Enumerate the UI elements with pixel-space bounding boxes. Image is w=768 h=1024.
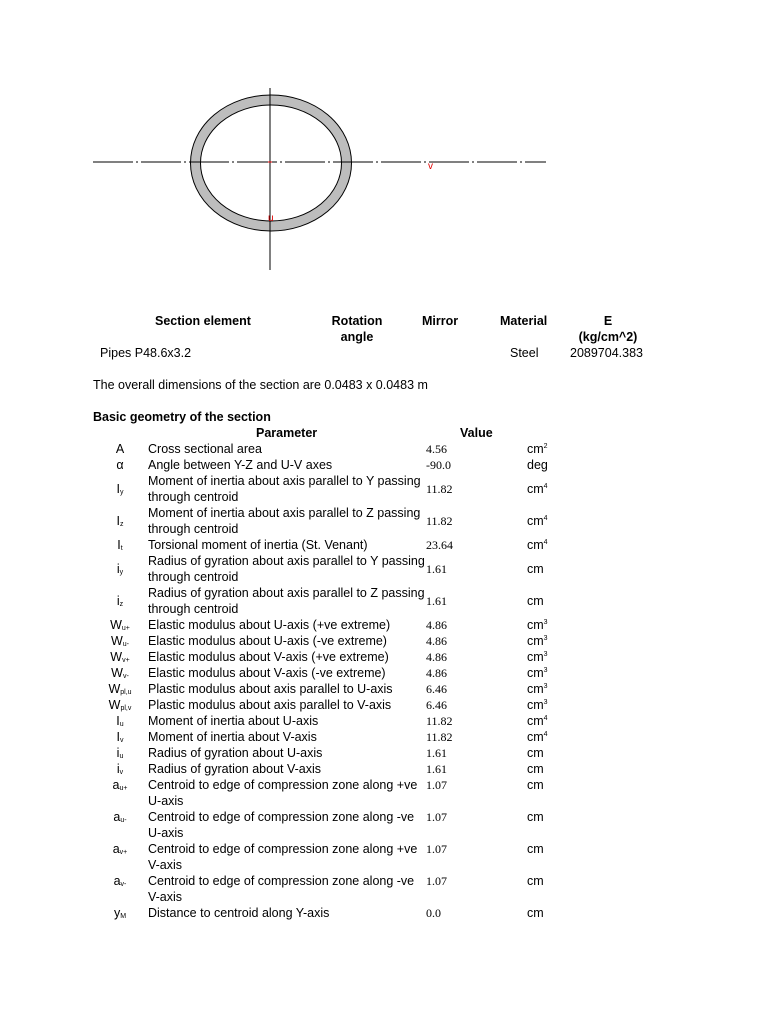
parameter-value: 1.61 <box>426 594 447 608</box>
parameter-symbol <box>96 561 144 577</box>
symbol-subscript: t <box>120 545 123 552</box>
parameter-symbol <box>96 617 144 633</box>
parameter-unit <box>527 633 548 649</box>
unit-base: cm <box>527 762 544 776</box>
parameter-description: Plastic modulus about axis parallel to V-axis <box>148 698 392 712</box>
parameter-value: 4.86 <box>426 666 447 680</box>
parameter-value: 4.86 <box>426 618 447 632</box>
parameter-value: 1.61 <box>426 746 447 760</box>
unit-superscript: 3 <box>543 667 548 674</box>
parameter-description: Moment of inertia about axis parallel to Y passing through centroid <box>148 474 421 504</box>
parameter-unit <box>527 777 544 793</box>
symbol-base: y <box>113 906 121 920</box>
parameter-symbol <box>96 537 144 553</box>
parameter-value: 11.82 <box>426 482 453 496</box>
unit-superscript: 4 <box>543 483 548 490</box>
parameter-unit <box>527 729 548 745</box>
unit-base: cm <box>527 482 544 496</box>
unit-base: cm <box>527 810 544 824</box>
parameter-value: 1.07 <box>426 842 447 856</box>
parameter-value: 11.82 <box>426 714 453 728</box>
parameter-symbol <box>96 697 144 713</box>
symbol-base: a <box>112 778 120 792</box>
parameter-value: 6.46 <box>426 682 447 696</box>
symbol-base: a <box>112 842 120 856</box>
symbol-subscript: u- <box>122 641 130 648</box>
symbol-base: W <box>108 698 121 712</box>
symbol-base: I <box>117 538 121 552</box>
parameter-symbol <box>96 649 144 665</box>
parameter-symbol <box>96 633 144 649</box>
col-value: Value <box>460 426 493 440</box>
unit-base: cm <box>527 906 544 920</box>
parameter-description: Torsional moment of inertia (St. Venant) <box>148 538 368 552</box>
parameter-description: Radius of gyration about axis parallel to Y passing through centroid <box>148 554 425 584</box>
symbol-subscript: v <box>119 737 124 744</box>
symbol-subscript: z <box>119 601 124 608</box>
unit-superscript: 3 <box>543 651 548 658</box>
parameter-unit <box>527 841 544 857</box>
parameter-value: 4.56 <box>426 442 447 456</box>
symbol-base: I <box>116 514 120 528</box>
symbol-subscript: v- <box>120 881 127 888</box>
parameter-value: 6.46 <box>426 698 447 712</box>
parameter-description: Cross sectional area <box>148 442 262 456</box>
parameter-symbol <box>96 761 144 777</box>
parameter-symbol <box>96 457 144 473</box>
parameter-unit <box>527 457 548 473</box>
parameter-symbol <box>96 441 144 457</box>
parameter-description: Plastic modulus about axis parallel to U-axis <box>148 682 393 696</box>
unit-base: cm <box>527 666 544 680</box>
parameter-value: 11.82 <box>426 730 453 744</box>
parameter-description: Radius of gyration about U-axis <box>148 746 323 760</box>
unit-superscript: 4 <box>543 731 548 738</box>
symbol-subscript: v <box>119 769 124 776</box>
unit-superscript: 4 <box>543 515 548 522</box>
symbol-subscript: z <box>119 521 124 528</box>
symbol-subscript: M <box>120 913 127 920</box>
symbol-base: W <box>108 682 121 696</box>
symbol-subscript: v- <box>122 673 129 680</box>
unit-base: cm <box>527 634 544 648</box>
parameter-symbol <box>96 713 144 729</box>
unit-base: cm <box>527 842 544 856</box>
symbol-base: i <box>116 562 120 576</box>
parameter-description: Radius of gyration about V-axis <box>148 762 322 776</box>
parameter-symbol <box>96 809 144 825</box>
u-axis-label: u <box>268 213 274 224</box>
parameter-value: 1.61 <box>426 562 447 576</box>
symbol-base: I <box>116 730 120 744</box>
unit-base: cm <box>527 714 544 728</box>
unit-base: cm <box>527 746 544 760</box>
unit-base: cm <box>527 650 544 664</box>
symbol-base: i <box>116 762 120 776</box>
parameter-symbol <box>96 513 144 529</box>
parameter-description: Elastic modulus about V-axis (-ve extreme) <box>148 666 386 680</box>
symbol-base: A <box>115 442 125 456</box>
unit-superscript: 3 <box>543 683 548 690</box>
symbol-subscript: v+ <box>122 657 130 664</box>
unit-superscript: 3 <box>543 699 548 706</box>
symbol-subscript: u+ <box>119 785 128 792</box>
parameter-description: Elastic modulus about U-axis (-ve extreme) <box>148 634 387 648</box>
parameter-description: Distance to centroid along Y-axis <box>148 906 330 920</box>
parameter-value: -90.0 <box>426 458 451 472</box>
parameter-description: Radius of gyration about axis parallel to Z passing through centroid <box>148 586 425 616</box>
header-material: Material <box>500 314 548 328</box>
header-mirror: Mirror <box>422 314 459 328</box>
parameter-unit <box>527 665 548 681</box>
header-rotation: Rotation <box>331 314 383 328</box>
symbol-subscript: u+ <box>121 625 130 632</box>
parameter-value: 23.64 <box>426 538 453 552</box>
parameter-description: Centroid to edge of compression zone along +ve V-axis <box>148 842 418 872</box>
unit-superscript: 4 <box>543 715 548 722</box>
parameter-description: Angle between Y-Z and U-V axes <box>148 458 333 472</box>
parameter-description: Centroid to edge of compression zone along -ve V-axis <box>148 874 415 904</box>
parameter-description: Moment of inertia about U-axis <box>148 714 319 728</box>
header-angle: angle <box>340 330 374 344</box>
parameter-description: Moment of inertia about axis parallel to Z passing through centroid <box>148 506 421 536</box>
header-e: E <box>603 314 613 328</box>
parameter-unit <box>527 745 544 761</box>
parameter-description: Elastic modulus about U-axis (+ve extreme) <box>148 618 391 632</box>
symbol-subscript: u <box>119 753 124 760</box>
symbol-base: i <box>116 746 120 760</box>
symbol-base: I <box>116 714 120 728</box>
parameter-unit <box>527 713 548 729</box>
unit-base: cm <box>527 778 544 792</box>
unit-base: cm <box>527 594 544 608</box>
unit-base: cm <box>527 730 544 744</box>
parameter-symbol <box>96 777 144 793</box>
unit-base: cm <box>527 698 544 712</box>
parameter-value: 4.86 <box>426 634 447 648</box>
parameter-unit <box>527 873 544 889</box>
parameter-unit <box>527 809 544 825</box>
parameter-unit <box>527 481 548 497</box>
symbol-base: i <box>116 594 120 608</box>
parameter-symbol <box>96 665 144 681</box>
parameter-value: 1.61 <box>426 762 447 776</box>
symbol-base: W <box>111 666 123 680</box>
unit-superscript: 2 <box>543 443 548 450</box>
symbol-subscript: u- <box>120 817 127 824</box>
parameter-unit <box>527 905 544 921</box>
parameter-unit <box>527 561 544 577</box>
v-axis-label: v <box>428 161 433 172</box>
parameter-unit <box>527 593 544 609</box>
parameter-description: Moment of inertia about V-axis <box>148 730 317 744</box>
symbol-base: α <box>116 458 124 472</box>
overall-dimensions: The overall dimensions of the section are 0.0483 x 0.0483 m <box>93 378 428 392</box>
parameter-symbol <box>96 681 144 697</box>
unit-superscript: 4 <box>543 539 548 546</box>
symbol-subscript: u <box>119 721 124 728</box>
parameter-unit <box>527 617 548 633</box>
symbol-base: W <box>110 650 123 664</box>
parameter-unit <box>527 761 544 777</box>
parameter-description: Elastic modulus about V-axis (+ve extreme) <box>148 650 389 664</box>
parameter-value: 0.0 <box>426 906 441 920</box>
section-element-value: Pipes P48.6x3.2 <box>100 346 192 360</box>
parameter-symbol <box>96 841 144 857</box>
unit-superscript: 3 <box>543 635 548 642</box>
pipe-ring-fill <box>196 100 347 226</box>
symbol-subscript: v+ <box>119 849 128 856</box>
parameter-unit <box>527 513 548 529</box>
parameter-symbol <box>96 745 144 761</box>
symbol-subscript: y <box>119 489 124 496</box>
parameter-value: 1.07 <box>426 810 447 824</box>
parameter-unit <box>527 441 548 457</box>
parameter-unit <box>527 649 548 665</box>
symbol-base: I <box>116 482 120 496</box>
e-value: 2089704.383 <box>570 346 643 360</box>
header-e-units: (kg/cm^2) <box>578 330 638 344</box>
section-drawing <box>0 0 768 290</box>
parameter-unit <box>527 697 548 713</box>
unit-base: cm <box>527 618 544 632</box>
symbol-base: a <box>113 810 121 824</box>
material-value: Steel <box>510 346 539 360</box>
parameter-description: Centroid to edge of compression zone along -ve U-axis <box>148 810 415 840</box>
unit-base: cm <box>527 514 544 528</box>
unit-base: cm <box>527 562 544 576</box>
symbol-subscript: y <box>119 569 124 576</box>
parameter-value: 11.82 <box>426 514 453 528</box>
unit-base: cm <box>527 682 544 696</box>
symbol-subscript: pl,v <box>120 705 132 712</box>
parameter-unit <box>527 681 548 697</box>
parameter-value: 1.07 <box>426 778 447 792</box>
parameter-symbol <box>96 481 144 497</box>
header-section-element: Section element <box>155 314 251 328</box>
geometry-title: Basic geometry of the section <box>93 410 271 424</box>
parameter-symbol <box>96 729 144 745</box>
unit-superscript: 3 <box>543 619 548 626</box>
parameter-value: 4.86 <box>426 650 447 664</box>
parameter-value: 1.07 <box>426 874 447 888</box>
unit-base: cm <box>527 874 544 888</box>
unit-base: cm <box>527 442 544 456</box>
unit-base: deg <box>527 458 548 472</box>
symbol-base: a <box>113 874 121 888</box>
symbol-base: W <box>110 634 123 648</box>
parameter-unit <box>527 537 548 553</box>
symbol-subscript: pl,u <box>120 689 132 696</box>
parameter-description: Centroid to edge of compression zone along +ve U-axis <box>148 778 418 808</box>
unit-base: cm <box>527 538 544 552</box>
symbol-base: W <box>110 618 122 632</box>
parameter-symbol <box>96 905 144 921</box>
parameter-symbol <box>96 593 144 609</box>
col-parameter: Parameter <box>256 426 318 440</box>
parameter-symbol <box>96 873 144 889</box>
